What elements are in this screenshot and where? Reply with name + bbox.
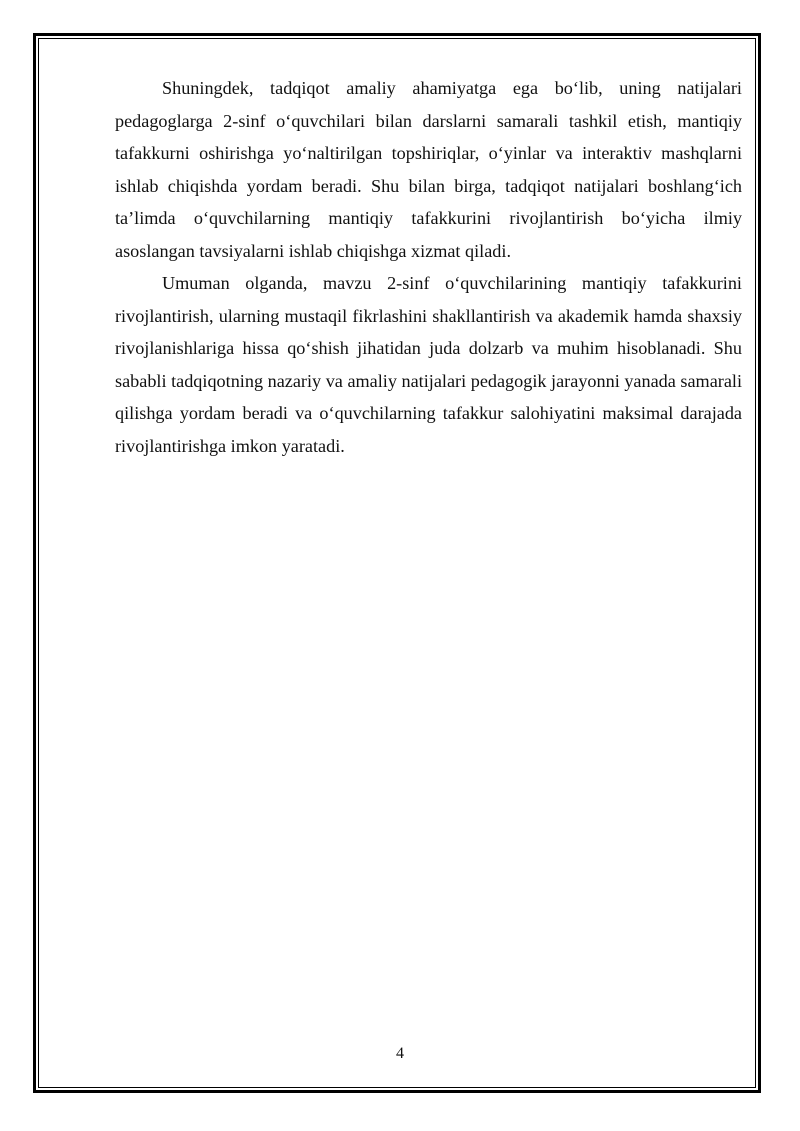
document-body (115, 72, 742, 462)
paragraph-1: Shuningdek, tadqiqot amaliy ahamiyatga ega bo‘lib, uning natijalari pedagoglarga 2-sinf o‘quvchilari bilan darslarni samarali tashkil etish, mantiqiy tafakkurni oshirishga yo‘naltirilgan topshiriqlar, o‘yinlar va interaktiv mashqlarni ishlab chiqishda yordam beradi. Shu bilan birga, tadqiqot natijalari boshlang‘ich ta’limda o‘quvchilarning mantiqiy tafakkurini rivojlantirish bo‘yicha ilmiy asoslangan tavsiyalarni ishlab chiqishga xizmat qiladi. (115, 78, 742, 261)
page-number: 4 (396, 1045, 404, 1062)
paragraph-2: Umuman olganda, mavzu 2-sinf o‘quvchilarining mantiqiy tafakkurini rivojlantirish, ularning mustaqil fikrlashini shakllantirish va akademik hamda shaxsiy rivojlanishlariga hissa qo‘shish jihatidan juda dolzarb va muhim hisoblanadi. Shu sababli tadqiqotning nazariy va amaliy natijalari pedagogik jarayonni yanada samarali qilishga yordam beradi va o‘quvchilarning tafakkur salohiyatini maksimal darajada rivojlantirishga imkon yaratadi. (115, 273, 742, 456)
